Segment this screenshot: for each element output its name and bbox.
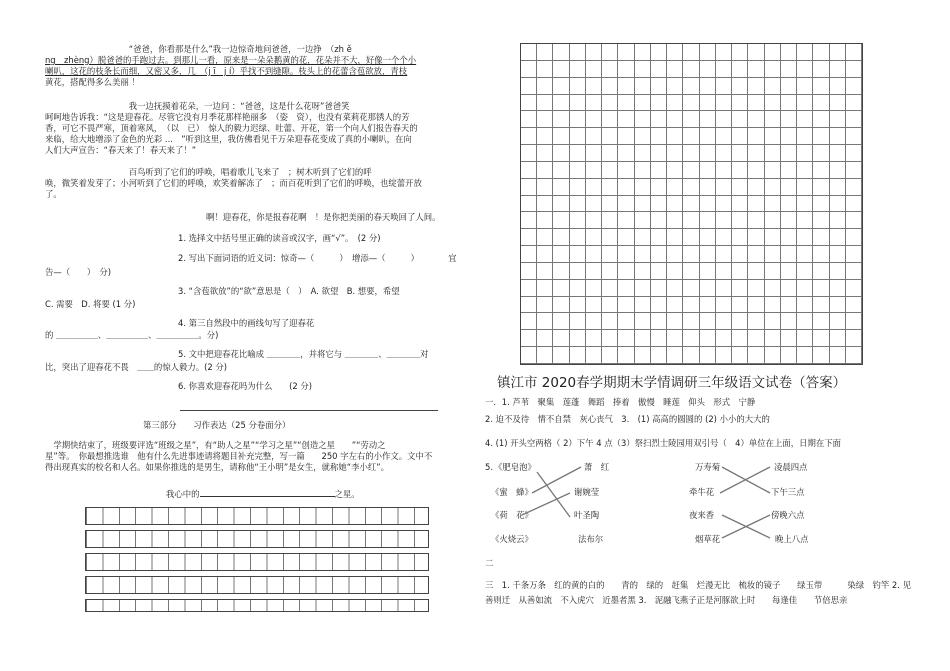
question-3b: C. 需要 D. 将要 (1 分) xyxy=(45,299,136,309)
match-time-4: 晚上八点 xyxy=(775,534,809,544)
question-5b: 比，突出了迎春花不畏 ＿＿的惊人毅力。(2 分) xyxy=(45,362,228,372)
match-line xyxy=(537,472,570,517)
match-time-2: 下午三点 xyxy=(771,487,805,497)
match-time-3: 傍晚六点 xyxy=(771,510,805,520)
answer-1: 一．1. 芦苇 聚集 莲蓬 舞蹈 捧着 傲慢 睡莲 仰头 形式 宁静 xyxy=(485,397,756,407)
match-book-3: 《荷 花》 xyxy=(491,510,533,520)
prompt-line: 得出现真实的校名和人名。如果你推选的是男生，请称他“王小明”是女生，就称她“李小红”。 xyxy=(45,462,389,472)
passage-line: 百鸟听到了它们的呼唤，唱着歌儿飞来了 ；树木听到了它们的呼 xyxy=(45,167,372,177)
question-6: 6. 你喜欢迎春花吗为什么 (2 分) xyxy=(178,381,313,391)
match-author-4: 法布尔 xyxy=(578,534,604,544)
question-2b: 告—（ ） 分) xyxy=(45,267,112,277)
section-3-heading: 第三部分 习作表达（25 分卷面分） xyxy=(143,420,291,430)
question-4b: 的 ＿＿＿＿＿、＿＿＿＿＿、＿＿＿＿＿。分) xyxy=(45,330,219,340)
passage-line: 了。 xyxy=(45,189,62,199)
passage-line: 呵呵地告诉我：“这是迎春花。尽管它没有月季花那样艳丽多 （姿 资），也没有菜莉花那锈人的芳 xyxy=(45,112,410,122)
passage-para4: 啊！迎春花，你是报春花啊 ！是你把美丽的春天唤回了人间。 xyxy=(206,212,441,222)
question-4a: 4. 第三自然段中的画线句写了迎春花 xyxy=(178,318,315,328)
match-book-4: 《火烧云》 xyxy=(491,534,533,544)
question-3a: 3. “含苞欲放”的“欲”意思是（ ） A. 欲望 B. 想要，希望 xyxy=(178,286,400,296)
passage-line: 人们大声宣告：“春天来了！春天来了！” xyxy=(45,145,197,155)
answer-3a: 三 1. 千条万条 红的黄的白的 青的 绿的 赶集 烂漫无比 梳妆的镜子 绿玉带 染绿 钓竿 2. 见 xyxy=(485,580,911,590)
answer-2: 2. 迫不及待 情不自禁 灰心丧气 3. (1) 高高的圆圆的 (2) 小小的大大的 xyxy=(485,414,770,424)
match-author-1: 萧 红 xyxy=(584,462,610,472)
answer-4: 4. (1) 开头空两格（ 2）下午 4 点（3）祭扫烈士陵园用双引号（ 4）单位在上面，日期在下面 xyxy=(485,438,841,448)
passage-line: 黄花，搭配得多么美丽 ！ xyxy=(45,77,140,87)
match-flower-3: 夜来香 xyxy=(689,510,715,520)
answer-section-2: 二 xyxy=(485,558,494,568)
answer-title: 镇江市 2020春学期期末学情调研三年级语文试卷（答案） xyxy=(497,375,847,391)
title-prefix: 我心中的 xyxy=(166,489,200,499)
matching-label: 5. xyxy=(485,462,493,472)
question-2a: 2. 写出下面词语的近义词：惊奇—（ ） 增添—（ ） 宜 xyxy=(178,253,457,263)
match-time-1: 凌晨四点 xyxy=(774,462,808,472)
match-book-1: 《肥皂泡》 xyxy=(494,462,536,472)
passage-line: “爸爸，你看那是什么”我一边惊奇地问爸爸，一边挣 （zh ě xyxy=(45,44,352,54)
title-suffix: 之星。 xyxy=(334,489,360,499)
match-author-3: 叶圣陶 xyxy=(574,510,600,520)
match-book-2: 《蜜 蜂》 xyxy=(491,487,533,497)
passage-line: 来临，给大地增添了金色的光彩 ... ”听到这里，我仿佛看见千万朵迎春花变成了真的小喇叭，在向 xyxy=(45,134,412,144)
answer-3b: 善则迁 从善如流 不入虎穴 近墨者黑 3. 泥融飞燕子正是河豚欲上时 每逢佳 节倍思亲 xyxy=(485,595,848,605)
passage-line: 我一边抚摸着花朵，一边问 ：“爸爸，这是什么花呀”爸爸笑 xyxy=(45,101,350,111)
match-author-2: 谢婉莹 xyxy=(574,487,600,497)
question-1: 1. 选择文中括号里正确的读音或汉字，画“√”。 (2 分) xyxy=(178,233,381,243)
match-line xyxy=(532,467,581,493)
passage-line: 喇叭，这花的枝条长而细，又密又多，几 （j ī j í）乎找不到缝隙。枝头上的花蕾含苞欲放，青枝 xyxy=(45,66,408,76)
passage-line: 香，可它不畏严寒，顶着寒风， （以 已） 惊人的毅力迟绿、吐蕾、开花，第一个向人们报告春天的 xyxy=(45,123,418,133)
match-line xyxy=(522,493,570,515)
passage-line: ng zhèng）脱爸爸的手跑过去。到那儿一看，原来是一朵朵鹅黄的花，花朵并不大，好像一个个小 xyxy=(45,55,417,65)
passage-line: 唤，微笑着发芽了；小河听到了它们的呼唤，欢笑着解冻了 ；而百花听到了它们的呼唤，也绽蕾开放 xyxy=(45,178,422,188)
match-flower-1: 万寿菊 xyxy=(695,462,721,472)
match-flower-4: 烟草花 xyxy=(695,534,721,544)
prompt-line: 学期快结束了，班级要评选“班级之星”，有“助人之星”“学习之星”“创造之星 ”“劳动之 xyxy=(45,440,386,450)
question-5a: 5. 文中把迎春花比喻成 ＿＿＿＿，并将它与 ＿＿＿＿、＿＿＿＿对 xyxy=(178,349,429,359)
prompt-line: 星”等。 你最想推选谁 他有什么先进事迹请将题目补充完整，写一篇 250 字左右的小作文。文中不 xyxy=(45,451,433,461)
match-flower-2: 牵牛花 xyxy=(689,487,715,497)
